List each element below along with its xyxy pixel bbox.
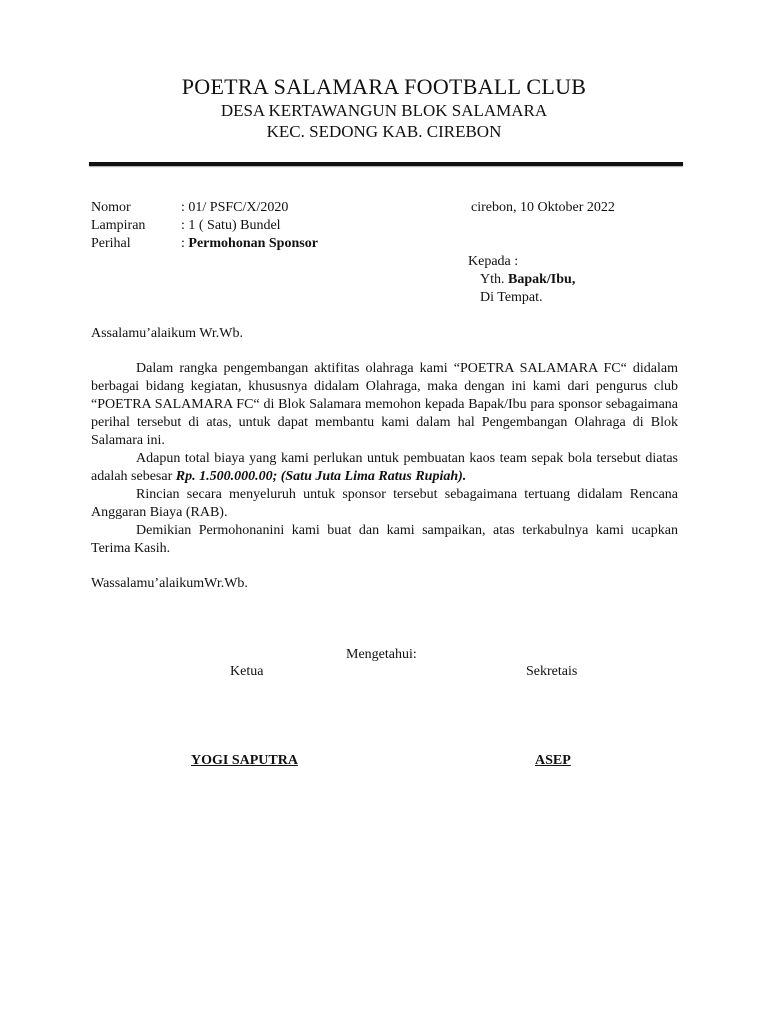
recipient-place: Di Tempat. (480, 290, 543, 305)
paragraph-4: Demikian Permohonanini kami buat dan kami sampaikan, atas terkabulnya kami ucapkan Terima Kasih. (91, 523, 678, 556)
paragraph-1: Dalam rangka pengembangan aktifitas olahraga kami “POETRA SALAMARA FC“ didalam berbagai bidang kegiatan, khususnya didalam Olahraga, maka dengan ini kami dari pengurus club “POETRA SALAMARA FC“ di Blok Salamara memohon kepada Bapak/Ibu para sponsor sebagaimana perihal tersebut di atas, untuk dapat membantu kami dalam hal Pengembangan Olahraga di Blok Salamara ini. (91, 361, 678, 448)
perihal-value: Permohonan Sponsor (188, 236, 318, 251)
recipient-name: Bapak/Ibu, (508, 272, 576, 287)
paragraph-3: Rincian secara menyeluruh untuk sponsor tersebut sebagaimana tertuang didalam Rencana Anggaran Biaya (RAB). (91, 487, 678, 520)
perihal-row (181, 236, 318, 252)
address-line-2: KEC. SEDONG KAB. CIREBON (266, 122, 502, 141)
place-date: cirebon, 10 Oktober 2022 (471, 200, 615, 215)
sekretaris-title: Sekretais (526, 664, 578, 679)
recipient-line (480, 272, 575, 288)
paragraph-2 (91, 450, 678, 486)
yth-label: Yth. (480, 272, 508, 287)
lampiran-label: Lampiran (91, 218, 146, 233)
perihal-colon: : (181, 236, 189, 251)
lampiran-value: : 1 ( Satu) Bundel (181, 218, 281, 233)
ketua-name: YOGI SAPUTRA (191, 753, 298, 768)
sekretaris-name: ASEP (535, 753, 571, 768)
greeting: Assalamu’alaikum Wr.Wb. (91, 326, 243, 341)
paragraph-2-text: Adapun total biaya yang kami perlukan untuk pembuatan kaos team sepak bola tersebut diatas adalah sebesar (91, 451, 678, 484)
club-name: POETRA SALAMARA FOOTBALL CLUB (181, 74, 587, 99)
address-line-1: DESA KERTAWANGUN BLOK SALAMARA (220, 101, 548, 120)
nomor-value: : 01/ PSFC/X/2020 (181, 200, 289, 215)
perihal-label: Perihal (91, 236, 131, 251)
ketua-title: Ketua (230, 664, 264, 679)
closing: Wassalamu’alaikumWr.Wb. (91, 576, 248, 591)
letterhead-divider (89, 162, 683, 166)
kepada-label: Kepada : (468, 254, 519, 269)
sponsor-amount: Rp. 1.500.000.00; (Satu Juta Lima Ratus Rupiah). (175, 469, 467, 484)
mengetahui-label: Mengetahui: (346, 647, 417, 662)
nomor-label: Nomor (91, 200, 131, 215)
